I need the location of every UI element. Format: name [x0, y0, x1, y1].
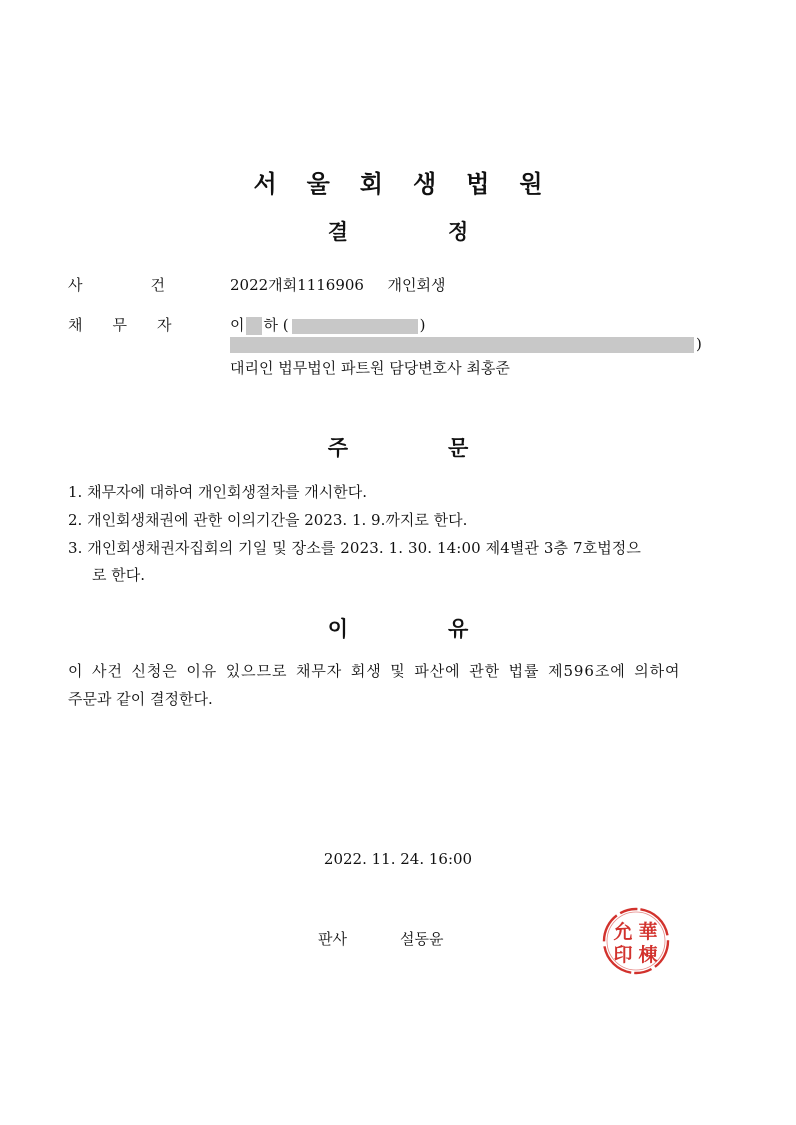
reason-line-1: 이 사건 신청은 이유 있으므로 채무자 회생 및 파산에 관한 법률 제596조에 의하여 [68, 662, 681, 680]
judge-name: 설동윤 [400, 930, 444, 948]
id-redaction [292, 319, 418, 334]
order-item-3-continued: 로 한다. [92, 566, 146, 584]
close-paren: ) [419, 316, 426, 334]
debtor-address-line [230, 335, 702, 353]
debtor-label-text: 채무자 [68, 316, 202, 334]
reason-heading-left: 이 [327, 617, 348, 641]
reason-heading [0, 613, 796, 643]
decision-heading-right: 정 [448, 220, 469, 244]
reason-line-2: 주문과 같이 결정한다. [68, 690, 213, 708]
order-heading [0, 432, 796, 462]
svg-text:印: 印 [613, 944, 633, 966]
debtor-name-first: 이 [230, 316, 245, 334]
order-item-3: 3. 개인회생채권자집회의 기일 및 장소를 2023. 1. 30. 14:00 제4별관 3층 7호법정으 [68, 539, 641, 557]
reason-heading-right: 유 [448, 617, 469, 641]
judge-title: 판사 [318, 930, 347, 948]
case-number: 2022개회1116906 [230, 276, 364, 294]
name-redaction [246, 317, 262, 335]
address-redaction [230, 337, 694, 353]
svg-text:棟: 棟 [638, 944, 658, 966]
svg-text:華: 華 [638, 921, 658, 943]
case-label [68, 274, 233, 295]
order-item-1: 1. 채무자에 대하여 개인회생절차를 개시한다. [68, 483, 367, 501]
case-label-text: 사건 [68, 276, 233, 294]
order-heading-right: 문 [448, 436, 469, 460]
debtor-label [68, 314, 201, 335]
address-close-paren: ) [696, 335, 702, 353]
debtor-agent: 대리인 법무법인 파트원 담당변호사 최홍준 [230, 359, 510, 377]
debtor-name-line [230, 314, 426, 335]
svg-text:允: 允 [613, 921, 633, 943]
open-paren: ( [282, 316, 289, 334]
decision-date: 2022. 11. 24. 16:00 [323, 850, 473, 868]
seal-stamp-icon [598, 905, 674, 977]
court-name: 서울회생법원 [253, 170, 573, 198]
debtor-name-last: 하 [263, 316, 278, 334]
decision-heading-left: 결 [327, 220, 348, 244]
order-item-2: 2. 개인회생채권에 관한 이의기간을 2023. 1. 9.까지로 한다. [68, 511, 468, 529]
decision-heading [0, 216, 796, 246]
case-type: 개인회생 [387, 276, 446, 294]
order-heading-left: 주 [327, 436, 348, 460]
case-value [230, 274, 446, 295]
judge-seal [598, 905, 674, 977]
